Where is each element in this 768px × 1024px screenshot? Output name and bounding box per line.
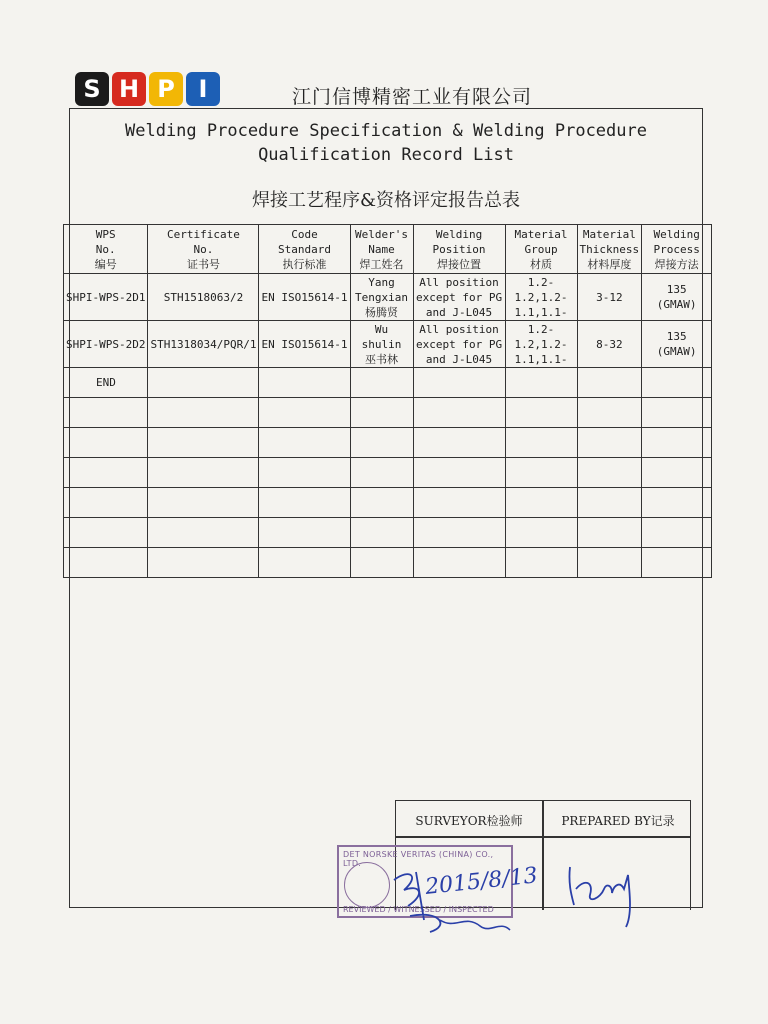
column-header-en: Welding — [435, 227, 483, 241]
cell-line: Yang — [368, 275, 395, 289]
cell-line: 1.1,1.1- — [514, 352, 568, 366]
column-header-en: Code — [291, 227, 318, 241]
table-cell — [259, 458, 350, 488]
cell-welder — [350, 321, 413, 368]
table-cell — [350, 398, 413, 428]
table-cell — [350, 518, 413, 548]
table-cell — [259, 548, 350, 578]
cell-line: 1.2,1.2- — [514, 337, 568, 351]
table-cell — [259, 488, 350, 518]
column-header-cn: 焊接位置 — [437, 257, 482, 271]
shpi-logo — [75, 72, 220, 106]
stamp-company-text: DET NORSKE VERITAS (CHINA) CO., LTD. — [343, 850, 494, 868]
wps-table — [63, 224, 712, 578]
cell-thickness: 8-32 — [577, 321, 642, 368]
column-header-cn: 执行标准 — [282, 257, 327, 271]
column-header-en: Name — [368, 242, 395, 256]
column-header-cn: 证书号 — [186, 257, 220, 271]
cell-group — [505, 321, 577, 368]
column-header-cn: 编号 — [94, 257, 117, 271]
column-header-cn: 材质 — [530, 257, 553, 271]
column-header-en: No. — [95, 242, 116, 256]
table-cell — [413, 368, 505, 398]
title-english-line1: Welding Procedure Specification & Welding Procedure — [125, 121, 647, 141]
logo-tile-p: P — [149, 72, 183, 106]
cell-process: 135 (GMAW) — [642, 321, 712, 368]
table-cell — [350, 368, 413, 398]
surveyor-label: SURVEYOR检验师 — [415, 814, 523, 828]
column-header — [577, 225, 642, 274]
cell-wps: SHPI-WPS-2D2 — [64, 321, 148, 368]
table-cell: END — [64, 368, 148, 398]
cell-line: except for PG — [416, 290, 503, 304]
table-row-empty — [64, 548, 712, 578]
table-cell — [642, 518, 712, 548]
table-cell — [350, 548, 413, 578]
table-cell — [148, 548, 259, 578]
table-cell — [148, 488, 259, 518]
table-row-empty — [64, 428, 712, 458]
cell-line: 1.1,1.1- — [514, 305, 568, 319]
cell-group — [505, 274, 577, 321]
table-cell — [505, 548, 577, 578]
column-header-en: Group — [524, 242, 558, 256]
column-header-en: Material — [514, 227, 568, 241]
column-header-en: Process — [653, 242, 700, 256]
table-cell — [577, 458, 642, 488]
column-header-en: Position — [432, 242, 486, 256]
table-cell — [413, 428, 505, 458]
column-header-en: WPS — [95, 227, 116, 241]
table-cell — [64, 488, 148, 518]
table-cell — [259, 398, 350, 428]
table-cell — [259, 428, 350, 458]
signature-date: 2015/8/13 — [424, 863, 539, 900]
cell-cert: STH1518063/2 — [148, 274, 259, 321]
cell-wps: SHPI-WPS-2D1 — [64, 274, 148, 321]
column-header — [350, 225, 413, 274]
table-cell — [350, 428, 413, 458]
column-header-en: Thickness — [579, 242, 640, 256]
table-cell — [148, 428, 259, 458]
column-header-cn: 材料厚度 — [587, 257, 632, 271]
column-header-en: Standard — [278, 242, 331, 256]
table-cell — [148, 458, 259, 488]
column-header-cn: 焊工姓名 — [359, 257, 404, 271]
cell-line: All position — [419, 275, 499, 289]
table-row — [64, 274, 712, 321]
column-header — [148, 225, 259, 274]
cell-code: EN ISO15614-1 — [259, 321, 350, 368]
table-cell — [577, 398, 642, 428]
table-cell — [505, 488, 577, 518]
table-cell — [350, 488, 413, 518]
table-cell — [64, 518, 148, 548]
table-cell — [259, 368, 350, 398]
table-row — [64, 321, 712, 368]
signature-header-line — [395, 836, 691, 838]
table-cell — [64, 548, 148, 578]
logo-tile-i: I — [186, 72, 220, 106]
table-cell — [413, 458, 505, 488]
column-header — [505, 225, 577, 274]
cell-line: except for PG — [416, 337, 503, 351]
table-row-empty — [64, 398, 712, 428]
table-row-end — [64, 368, 712, 398]
table-cell — [64, 428, 148, 458]
table-cell — [642, 488, 712, 518]
table-cell — [350, 458, 413, 488]
cell-cert: STH1318034/PQR/1 — [148, 321, 259, 368]
table-cell — [413, 548, 505, 578]
table-cell — [505, 368, 577, 398]
column-header-en: Certificate — [167, 227, 240, 241]
cell-thickness: 3-12 — [577, 274, 642, 321]
prepared-by-label: PREPARED BY记录 — [561, 814, 675, 828]
cell-line: 1.2- — [527, 275, 555, 289]
table-cell — [505, 428, 577, 458]
table-cell — [577, 428, 642, 458]
cell-position — [413, 321, 505, 368]
table-cell — [413, 488, 505, 518]
table-cell — [577, 548, 642, 578]
cell-line: 1.2,1.2- — [514, 290, 568, 304]
table-header-row — [64, 225, 712, 274]
cell-line: 巫书林 — [365, 352, 399, 366]
cell-line: and J-L045 — [425, 305, 493, 319]
cell-line: and J-L045 — [425, 352, 493, 366]
table-cell — [413, 398, 505, 428]
table-row-empty — [64, 488, 712, 518]
cell-welder — [350, 274, 413, 321]
column-header-en: Material — [582, 227, 636, 241]
table-cell — [148, 518, 259, 548]
table-cell — [577, 368, 642, 398]
title-english-line2: Qualification Record List — [258, 145, 514, 165]
table-cell — [577, 518, 642, 548]
logo-tile-s: S — [75, 72, 109, 106]
table-cell — [505, 458, 577, 488]
table-cell — [64, 458, 148, 488]
column-header-cn: 焊接方法 — [654, 257, 699, 271]
cell-code: EN ISO15614-1 — [259, 274, 350, 321]
cell-position — [413, 274, 505, 321]
surveyor-signature-icon — [380, 850, 540, 950]
table-cell — [505, 518, 577, 548]
column-header — [413, 225, 505, 274]
table-cell — [642, 428, 712, 458]
cell-line: Wu shulin — [361, 322, 402, 351]
table-cell — [148, 368, 259, 398]
cell-line: 1.2- — [527, 322, 555, 336]
column-header-en: Welder's — [355, 227, 409, 241]
cell-line: 杨腾贤 — [365, 305, 399, 319]
logo-tile-h: H — [112, 72, 146, 106]
table-cell — [505, 398, 577, 428]
table-cell — [642, 368, 712, 398]
table-row-empty — [64, 518, 712, 548]
table-cell — [642, 458, 712, 488]
cell-line: All position — [419, 322, 499, 336]
table-row-empty — [64, 458, 712, 488]
column-header — [259, 225, 350, 274]
column-header-en: Welding — [653, 227, 700, 241]
table-cell — [642, 548, 712, 578]
table-cell — [413, 518, 505, 548]
column-header-en: No. — [193, 242, 214, 256]
cell-process: 135 (GMAW) — [642, 274, 712, 321]
cell-line: Tengxian — [355, 290, 409, 304]
stamp-review-text: REVIEWED / WITNESSED / INSPECTED — [343, 905, 494, 914]
table-cell — [577, 488, 642, 518]
table-cell — [259, 518, 350, 548]
table-cell — [642, 398, 712, 428]
signature-divider — [542, 800, 544, 910]
table-cell — [64, 398, 148, 428]
table-cell — [148, 398, 259, 428]
column-header — [642, 225, 712, 274]
column-header — [64, 225, 148, 274]
company-name: 江门信博精密工业有限公司 — [292, 86, 533, 108]
prepared-signature-icon — [560, 845, 650, 930]
title-chinese: 焊接工艺程序&资格评定报告总表 — [251, 190, 521, 211]
